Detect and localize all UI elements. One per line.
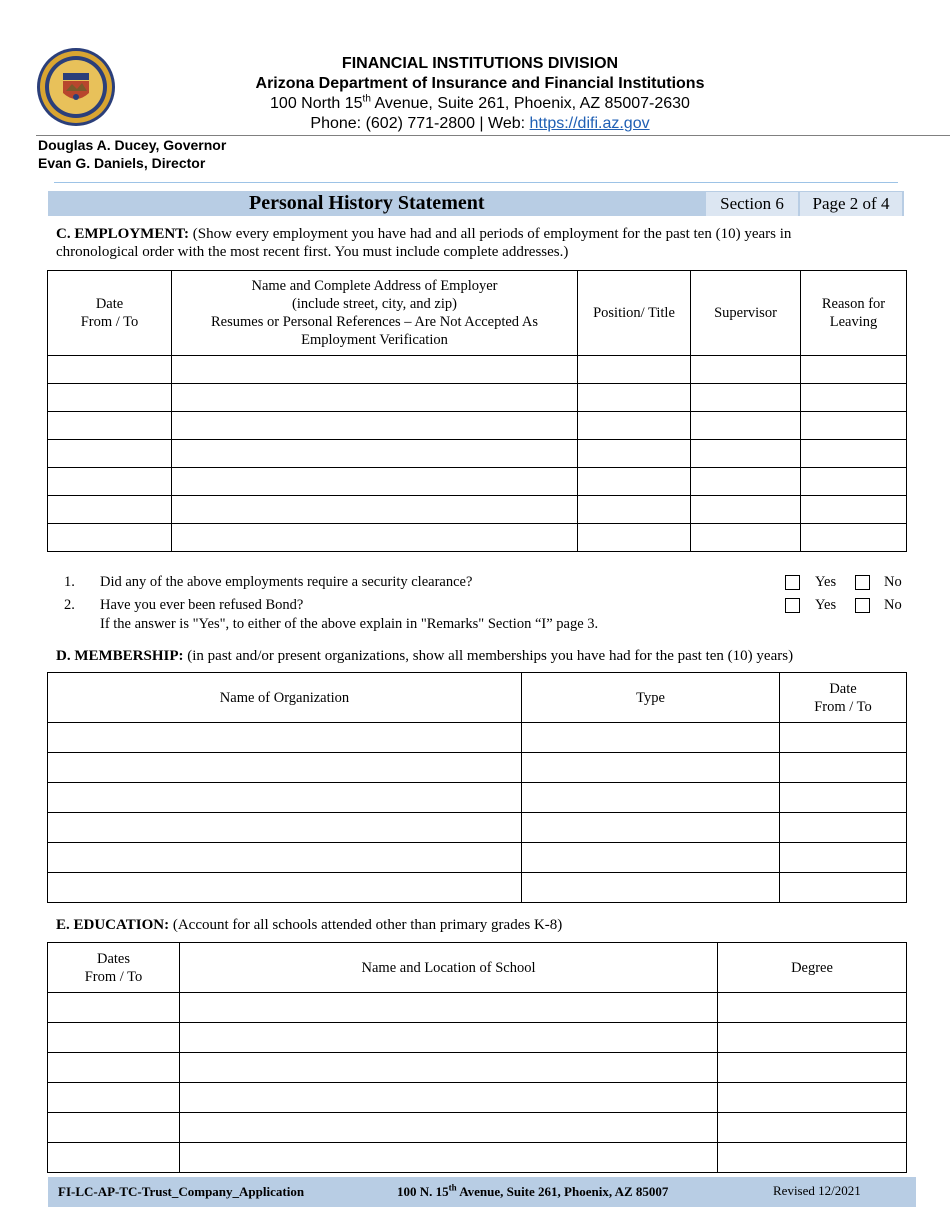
form-cell[interactable] [48,1143,180,1173]
form-cell[interactable] [578,468,691,496]
form-cell[interactable] [48,993,180,1023]
form-cell[interactable] [172,496,578,524]
table-row [48,1143,907,1173]
form-cell[interactable] [48,412,172,440]
form-cell[interactable] [578,496,691,524]
question-2-yes-label: Yes [815,597,837,613]
question-1-text: Did any of the above employments require a security clearance? [100,574,473,590]
form-cell[interactable] [48,384,172,412]
table-row [48,813,907,843]
form-cell[interactable] [691,468,801,496]
col-type: Type [522,673,780,723]
question-1-yes-label: Yes [815,574,837,590]
division-name: FINANCIAL INSTITUTIONS DIVISION [341,55,619,72]
form-cell[interactable] [522,873,780,903]
form-cell[interactable] [180,1083,718,1113]
form-cell[interactable] [801,384,907,412]
department-name: Arizona Department of Insurance and Financial Institutions [255,75,705,92]
membership-instructions: D. MEMBERSHIP: (in past and/or present organizations, show all memberships you have had for the past ten (10) years) [56,648,794,664]
table-row [48,993,907,1023]
form-cell[interactable] [578,412,691,440]
form-cell[interactable] [48,783,522,813]
employment-header-row [48,271,907,356]
form-cell[interactable] [718,1083,907,1113]
form-id: FI-LC-AP-TC-Trust_Company_Application [58,1184,305,1199]
form-cell[interactable] [578,524,691,552]
director-name: Evan G. Daniels, Director [38,155,206,171]
col-dates: Dates From / To [48,943,180,993]
form-cell[interactable] [180,1053,718,1083]
form-cell[interactable] [48,723,522,753]
form-cell[interactable] [172,524,578,552]
form-cell[interactable] [801,524,907,552]
form-cell[interactable] [691,384,801,412]
page-number: Page 2 of 4 [800,192,902,216]
form-cell[interactable] [801,468,907,496]
form-cell[interactable] [718,1143,907,1173]
form-cell[interactable] [691,356,801,384]
form-cell[interactable] [718,993,907,1023]
form-cell[interactable] [180,1023,718,1053]
form-cell[interactable] [48,496,172,524]
form-cell[interactable] [48,843,522,873]
table-row [48,723,907,753]
table-row [48,1053,907,1083]
form-cell[interactable] [172,356,578,384]
section-label: Section 6 [706,192,798,216]
form-cell[interactable] [780,753,907,783]
col-date: Date From / To [48,271,172,356]
education-header-row [48,943,907,993]
form-cell[interactable] [522,843,780,873]
table-row [48,412,907,440]
form-cell[interactable] [801,440,907,468]
form-cell[interactable] [48,1023,180,1053]
form-cell[interactable] [522,723,780,753]
form-cell[interactable] [48,1083,180,1113]
form-cell[interactable] [48,753,522,783]
form-cell[interactable] [780,783,907,813]
form-cell[interactable] [522,783,780,813]
revised-date: Revised 12/2021 [773,1183,861,1198]
table-row [48,873,907,903]
education-instructions: E. EDUCATION: (Account for all schools attended other than primary grades K-8) [56,917,563,933]
footer-address: 100 N. 15th Avenue, Suite 261, Phoenix, AZ 85007 [397,1182,669,1199]
form-cell[interactable] [48,813,522,843]
form-cell[interactable] [48,440,172,468]
form-cell[interactable] [180,1113,718,1143]
question-1-no-label: No [884,574,902,590]
table-row [48,384,907,412]
form-cell[interactable] [691,496,801,524]
form-cell[interactable] [180,1143,718,1173]
governor-name: Douglas A. Ducey, Governor [38,137,227,153]
col-degree: Degree [718,943,907,993]
form-cell[interactable] [578,356,691,384]
form-cell[interactable] [718,1053,907,1083]
education-table [47,942,907,1173]
form-cell[interactable] [172,384,578,412]
form-cell[interactable] [780,873,907,903]
membership-header-row [48,673,907,723]
form-cell[interactable] [522,753,780,783]
question-2-no-label: No [884,597,902,613]
form-cell[interactable] [172,440,578,468]
form-cell[interactable] [578,384,691,412]
department-address: 100 North 15th Avenue, Suite 261, Phoenix, AZ 85007-2630 [270,93,690,112]
membership-table [47,672,907,903]
question-2-number: 2. [64,597,75,613]
form-cell[interactable] [801,496,907,524]
employment-rows [48,356,907,552]
title-divider [54,182,898,183]
table-row [48,843,907,873]
form-cell[interactable] [780,723,907,753]
membership-rows [48,723,907,903]
table-row [48,356,907,384]
col-membership-date: Date From / To [780,673,907,723]
department-contact: Phone: (602) 771-2800 | Web: https://difi.az.gov [310,115,650,132]
question-1-yes-checkbox[interactable] [785,575,800,590]
table-row [48,783,907,813]
form-cell[interactable] [48,873,522,903]
form-cell[interactable] [691,412,801,440]
col-school: Name and Location of School [180,943,718,993]
table-row [48,496,907,524]
questions-note: If the answer is "Yes", to either of the above explain in "Remarks" Section “I” page 3. [100,616,599,632]
table-row [48,524,907,552]
form-cell[interactable] [780,813,907,843]
col-reason: Reason for Leaving [801,271,907,356]
header-divider [36,135,950,136]
table-row [48,440,907,468]
form-cell[interactable] [691,440,801,468]
form-cell[interactable] [48,356,172,384]
form-cell[interactable] [578,440,691,468]
table-row [48,753,907,783]
form-cell[interactable] [48,524,172,552]
table-row [48,1023,907,1053]
form-cell[interactable] [718,1113,907,1143]
col-supervisor: Supervisor [691,271,801,356]
form-cell[interactable] [522,813,780,843]
form-cell[interactable] [48,1113,180,1143]
form-cell[interactable] [180,993,718,1023]
question-2-no-checkbox[interactable] [855,598,870,613]
question-2-yes-checkbox[interactable] [785,598,800,613]
form-cell[interactable] [780,843,907,873]
col-organization: Name of Organization [48,673,522,723]
website-link[interactable]: https://difi.az.gov [529,115,650,132]
form-cell[interactable] [718,1023,907,1053]
col-position: Position/ Title [578,271,691,356]
form-cell[interactable] [172,412,578,440]
form-cell[interactable] [801,356,907,384]
employment-instructions: C. EMPLOYMENT: (Show every employment you have had and all periods of employment for the past ten (10) years in chronological order with the most recent first. You must include complete addresses.) [56,226,792,260]
question-1-number: 1. [64,574,75,590]
form-cell[interactable] [801,412,907,440]
form-cell[interactable] [48,468,172,496]
form-cell[interactable] [172,468,578,496]
form-cell[interactable] [48,1053,180,1083]
page-title: Personal History Statement [249,192,485,214]
question-1-no-checkbox[interactable] [855,575,870,590]
education-rows [48,993,907,1173]
table-row [48,1083,907,1113]
table-row [48,468,907,496]
col-employer: Name and Complete Address of Employer (include street, city, and zip) Resumes or Personal References – Are Not Accepted As Employment Verification [172,271,578,356]
form-cell[interactable] [691,524,801,552]
question-2-text: Have you ever been refused Bond? [100,597,304,613]
arizona-state-seal-icon [36,47,116,127]
employment-table [47,270,907,552]
table-row [48,1113,907,1143]
